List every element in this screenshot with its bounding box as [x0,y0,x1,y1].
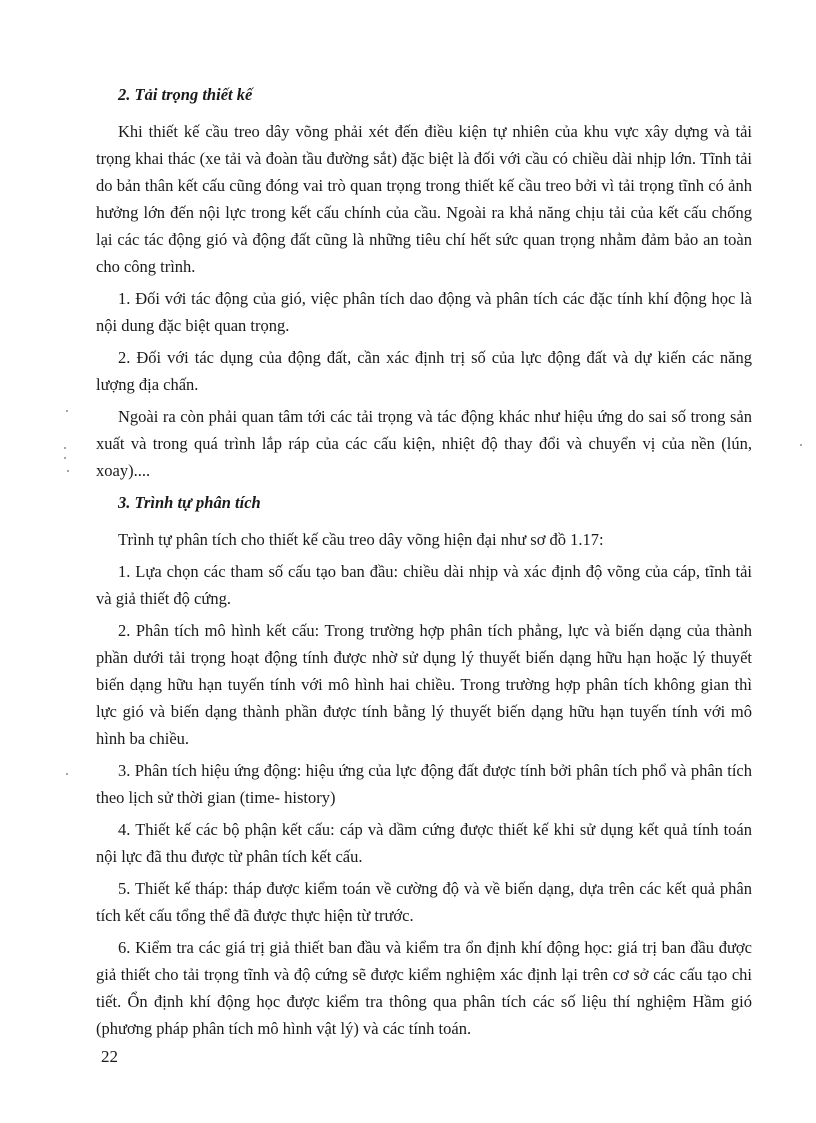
section-2-other-loads-paragraph: Ngoài ra còn phải quan tâm tới các tải trọng và tác động khác như hiệu ứng do sai số trong sản xuất và trong quá trình lắp ráp của các cấu kiện, nhiệt độ thay đổi và chuyển vị của nền (lún, xoay).... [96,407,752,480]
section-3-step-6: 6. Kiểm tra các giá trị giả thiết ban đầu và kiểm tra ổn định khí động học: giá trị ban đầu được giả thiết cho tải trọng tĩnh và độ cứng sẽ được kiểm nghiệm xác định lại trên cơ sở các cấu tạo chi tiết. Ổn định khí động học được kiểm tra thông qua phân tích các số liệu thí nghiệm Hầm gió (phương pháp phân tích mô hình vật lý) và các tính toán. [96,938,752,1038]
section-3-intro-paragraph: Trình tự phân tích cho thiết kế cầu treo dây võng hiện đại như sơ đồ 1.17: [118,530,604,549]
section-2-item-earthquake: 2. Đối với tác dụng của động đất, cần xác định trị số của lực động đất và dự kiến các năng lượng địa chấn. [96,348,752,394]
section-3-step-3: 3. Phân tích hiệu ứng động: hiệu ứng của lực động đất được tính bởi phân tích phổ và phân tích theo lịch sử thời gian (time- history) [96,761,752,807]
scan-speck [66,410,68,412]
section-2-heading: 2. Tải trọng thiết kế [118,85,253,104]
section-2-intro-paragraph: Khi thiết kế cầu treo dây võng phải xét đến điều kiện tự nhiên của khu vực xây dựng và tải trọng khai thác (xe tải và đoàn tầu đường sắt) đặc biệt là đối với cầu có chiều dài nhịp lớn. Tĩnh tải do bản thân kết cấu cũng đóng vai trò quan trọng trong thiết kế cầu treo bởi vì tải trọng tĩnh có ảnh hưởng lớn đến nội lực trong kết cấu chính của cầu. Ngoài ra khả năng chịu tải của kết cấu chống lại các tác động gió và động đất cũng là những tiêu chí hết sức quan trọng nhằm đảm bảo an toàn cho công trình. [96,122,752,276]
scan-speck [64,457,66,459]
section-3-heading: 3. Trình tự phân tích [118,493,261,512]
section-3-step-5: 5. Thiết kế tháp: tháp được kiểm toán về cường độ và về biến dạng, dựa trên các kết quả phân tích kết cấu tổng thể đã được thực hiện từ trước. [96,879,752,925]
scan-speck [67,470,69,472]
section-3-step-2: 2. Phân tích mô hình kết cấu: Trong trường hợp phân tích phẳng, lực và biến dạng của thành phần dưới tải trọng hoạt động tính được nhờ sử dụng lý thuyết biến dạng hữu hạn hoặc lý thuyết biến dạng hữu hạn tuyến tính với mô hình hai chiều. Trong trường hợp phân tích không gian thì lực gió và biến dạng thành phần được tính bằng lý thuyết biến dạng hữu hạn tuyến tính với mô hình ba chiều. [96,621,752,748]
page-number: 22 [101,1047,118,1066]
section-2-item-wind: 1. Đối với tác động của gió, việc phân tích dao động và phân tích các đặc tính khí động học là nội dung đặc biệt quan trọng. [96,289,752,335]
scan-speck [800,444,802,446]
section-3-step-1: 1. Lựa chọn các tham số cấu tạo ban đầu: chiều dài nhịp và xác định độ võng của cáp, tĩnh tải và giả thiết độ cứng. [96,562,752,608]
page-content [96,82,752,1042]
scan-speck [64,447,66,449]
scan-speck [66,773,68,775]
section-3-step-4: 4. Thiết kế các bộ phận kết cấu: cáp và dầm cứng được thiết kế khi sử dụng kết quả tính toán nội lực đã thu được từ phân tích kết cấu. [96,820,752,866]
